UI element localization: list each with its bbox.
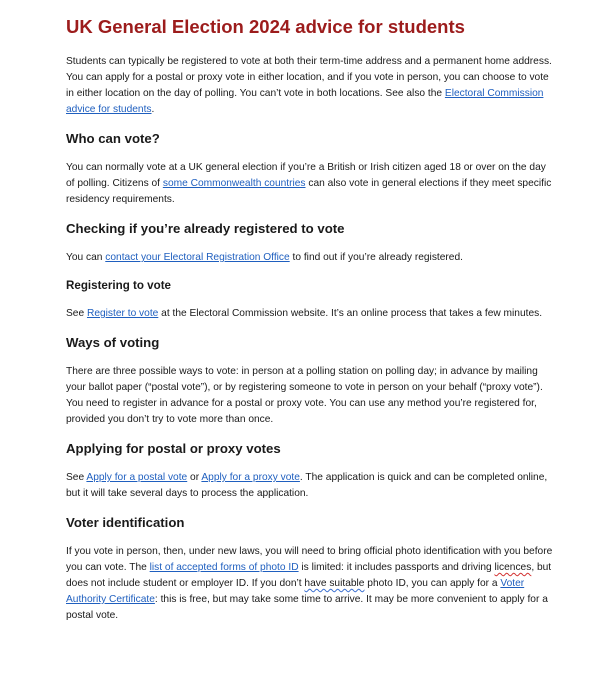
- intro-text: Students can typically be registered to vote at both their term-time address and a permanent home address. You can apply for a postal or proxy vote in either location, and if you vote in person, you can choose to vote in either location on the day of polling. You can’t vote in both locations. See also the: [66, 56, 552, 99]
- applying-paragraph: [66, 470, 556, 502]
- apply-postal-vote-link[interactable]: Apply for a postal vote: [86, 472, 188, 483]
- intro-text-end: .: [151, 104, 155, 115]
- voterid-text-3: , but does not include student or employer ID. If you don’t: [66, 562, 552, 589]
- voterid-text-4: photo ID, you can apply for a: [364, 578, 501, 589]
- voterid-text-2: is limited: it includes passports and driving: [298, 562, 495, 573]
- spellcheck-licences: licences: [494, 562, 532, 573]
- checking-paragraph: [66, 250, 556, 266]
- applying-text-end: . The application is quick and can be completed online, but it will take several days to process the application.: [66, 472, 548, 499]
- applying-text-mid: or: [187, 472, 202, 483]
- page-title: UK General Election 2024 advice for students: [66, 16, 465, 37]
- document-page: [66, 14, 556, 636]
- heading-registering: Registering to vote: [66, 279, 172, 292]
- electoral-registration-office-link[interactable]: contact your Electoral Registration Office: [105, 252, 290, 263]
- registering-text-end: at the Electoral Commission website. It’s an online process that takes a few minutes.: [158, 308, 543, 319]
- who-text: You can normally vote at a UK general election if you’re a British or Irish citizen aged 18 or over on the day of polling. Citizens of: [66, 162, 546, 189]
- commonwealth-countries-link[interactable]: some Commonwealth countries: [162, 178, 306, 189]
- checking-text: You can: [66, 252, 106, 263]
- voterid-text: If you vote in person, then, under new laws, you will need to bring official photo identification with you before you can vote. The: [66, 546, 553, 573]
- heading-checking-registered: Checking if you’re already registered to vote: [66, 221, 345, 236]
- voterid-paragraph: [66, 544, 556, 624]
- voter-authority-certificate-link[interactable]: Voter Authority Certificate: [66, 578, 525, 605]
- heading-who-can-vote: Who can vote?: [66, 131, 160, 146]
- register-to-vote-link[interactable]: Register to vote: [86, 308, 159, 319]
- heading-ways-of-voting: Ways of voting: [66, 335, 160, 350]
- ways-paragraph: There are three possible ways to vote: in person at a polling station on polling day; in advance by mailing your ballot paper (“postal vote”), or by registering someone to vote in person on your behalf (“proxy vote”). You need to register in advance for a postal or proxy vote. You can use any method you’re registered for, provided you don’t try to vote more than once.: [66, 366, 543, 425]
- heading-applying-postal-proxy: Applying for postal or proxy votes: [66, 441, 281, 456]
- intro-paragraph: [66, 54, 556, 118]
- heading-voter-identification: Voter identification: [66, 515, 185, 530]
- accepted-photo-id-link[interactable]: list of accepted forms of photo ID: [149, 562, 299, 573]
- who-paragraph: [66, 160, 556, 208]
- applying-text: See: [66, 472, 87, 483]
- voterid-text-end: : this is free, but may take some time to arrive. It may be more convenient to apply for a postal vote.: [66, 594, 548, 621]
- checking-text-end: to find out if you’re already registered.: [289, 252, 463, 263]
- registering-text: See: [66, 308, 87, 319]
- who-text-end: can also vote in general elections if they meet specific residency requirements.: [66, 178, 552, 205]
- electoral-commission-students-link[interactable]: Electoral Commission advice for students: [66, 88, 544, 115]
- grammar-check-have-suitable: have suitable: [304, 578, 365, 589]
- apply-proxy-vote-link[interactable]: Apply for a proxy vote: [201, 472, 300, 483]
- registering-paragraph: [66, 306, 556, 322]
